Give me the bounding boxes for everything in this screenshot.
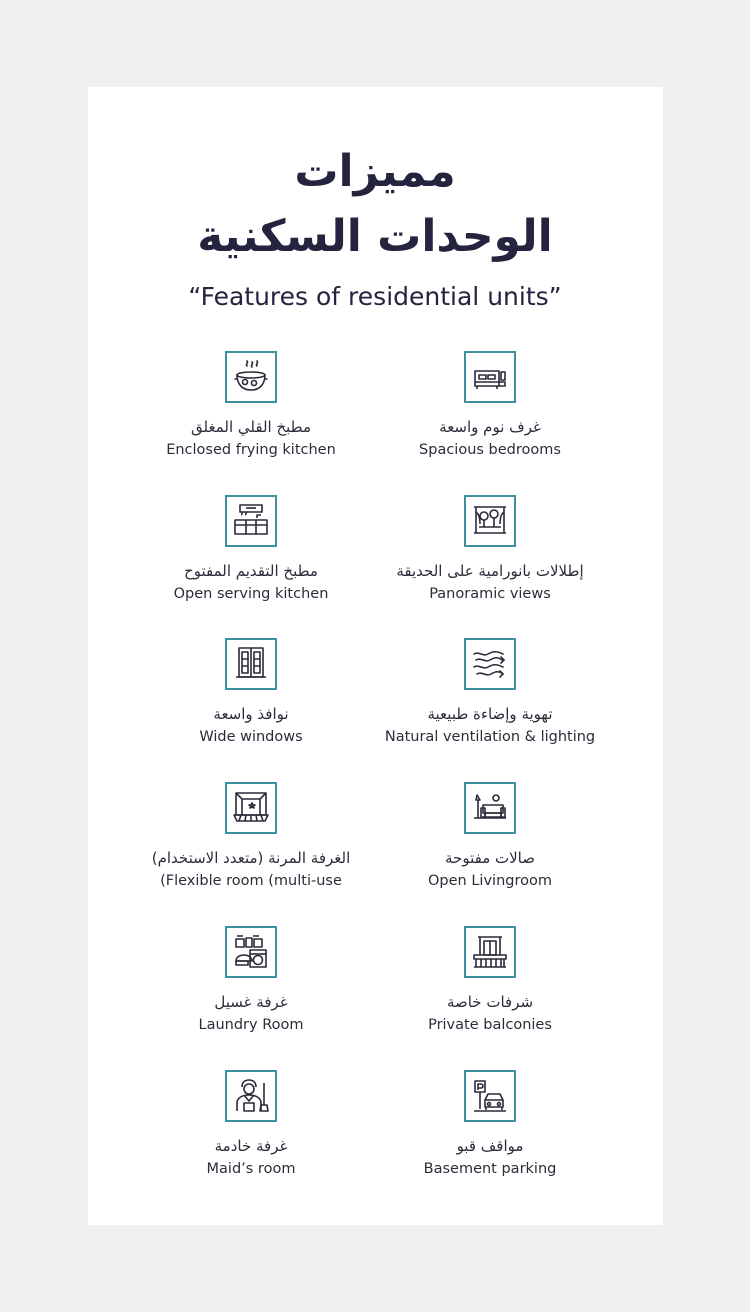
feature-label-en: Open Livingroom — [428, 873, 552, 889]
feature-label-ar: إطلالات بانورامية على الحديقة — [396, 562, 584, 580]
feature-label-en: Basement parking — [423, 1161, 557, 1177]
kitchen-stove-icon — [225, 495, 277, 547]
feature-label-en: Open serving kitchen — [173, 586, 329, 602]
feature-label-ar: غرفة خادمة — [214, 1137, 288, 1155]
feature-label-en: Spacious bedrooms — [419, 442, 561, 458]
parking-icon — [464, 1070, 516, 1122]
flexible-room-icon — [225, 782, 277, 834]
feature-label-en: (Flexible room (multi-use — [160, 873, 342, 889]
garden-window-icon — [464, 495, 516, 547]
feature-private-balconies — [360, 926, 620, 1035]
feature-label-ar: غرفة غسيل — [214, 993, 288, 1011]
feature-enclosed-frying-kitchen — [121, 351, 381, 460]
feature-label-ar: شرفات خاصة — [446, 993, 534, 1011]
feature-label-en: Enclosed frying kitchen — [166, 442, 336, 458]
feature-label-en: Laundry Room — [198, 1017, 304, 1033]
feature-label-ar: مطبخ التقديم المفتوح — [184, 562, 318, 580]
feature-panoramic-views — [360, 495, 620, 604]
frying-pot-icon — [225, 351, 277, 403]
feature-label-en: Natural ventilation & lighting — [384, 729, 596, 745]
balcony-icon — [464, 926, 516, 978]
feature-label-ar: غرف نوم واسعة — [439, 418, 541, 436]
washing-machine-icon — [225, 926, 277, 978]
feature-label-en: Maid’s room — [206, 1161, 296, 1177]
maid-icon — [225, 1070, 277, 1122]
feature-label-ar: نوافذ واسعة — [213, 705, 289, 723]
wind-icon — [464, 638, 516, 690]
feature-label-ar: مواقف قبو — [456, 1137, 524, 1155]
feature-basement-parking — [360, 1070, 620, 1179]
feature-spacious-bedrooms — [360, 351, 620, 460]
window-icon — [225, 638, 277, 690]
feature-label-en: Panoramic views — [429, 586, 551, 602]
page-title-english: “Features of residential units” — [188, 282, 562, 311]
feature-label-ar: تهوية وإضاءة طبيعية — [427, 705, 553, 723]
feature-maids-room — [121, 1070, 381, 1179]
feature-natural-ventilation — [360, 638, 620, 747]
feature-flexible-room — [121, 782, 381, 891]
feature-label-en: Private balconies — [428, 1017, 552, 1033]
feature-laundry-room — [121, 926, 381, 1035]
feature-label-ar: الغرفة المرنة (متعدد الاستخدام) — [151, 849, 351, 867]
feature-label-en: Wide windows — [199, 729, 303, 745]
page-title-arabic-line2: الوحدات السكنية — [197, 211, 553, 262]
feature-wide-windows — [121, 638, 381, 747]
bed-icon — [464, 351, 516, 403]
feature-label-ar: صالات مفتوحة — [445, 849, 535, 867]
feature-open-livingroom — [360, 782, 620, 891]
sofa-icon — [464, 782, 516, 834]
page-title-arabic-line1: مميزات — [294, 146, 456, 197]
feature-label-ar: مطبخ القلي المغلق — [191, 418, 311, 436]
feature-open-serving-kitchen — [121, 495, 381, 604]
